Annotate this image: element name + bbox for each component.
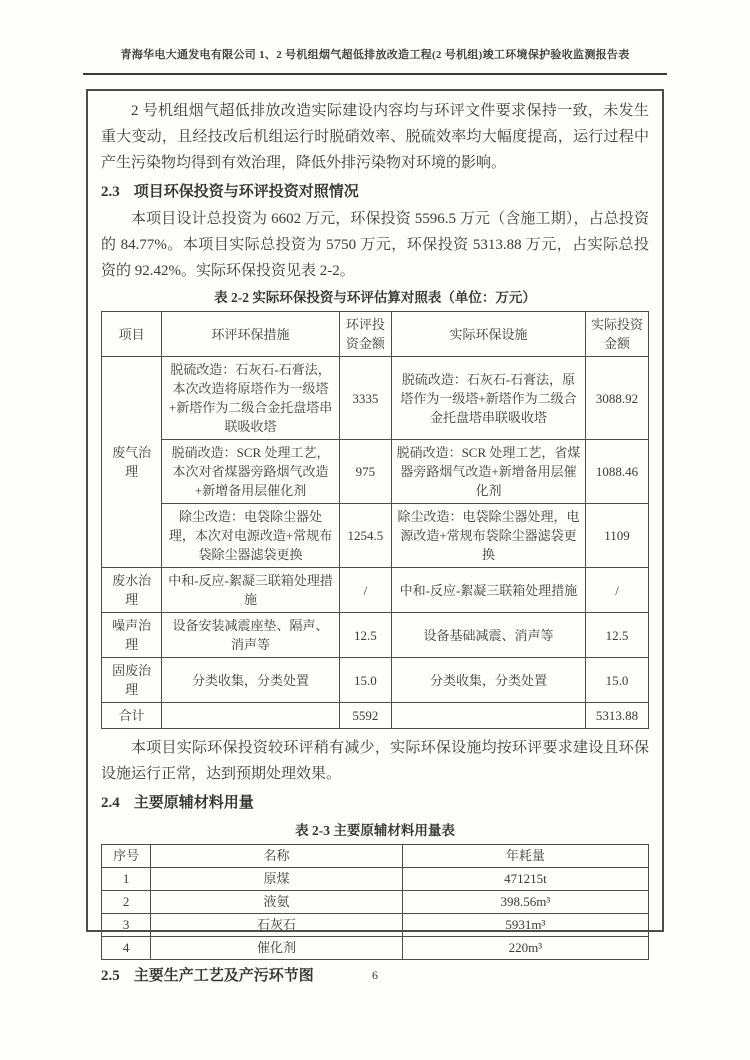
table-cell: 液氨 xyxy=(151,891,403,914)
table-row xyxy=(102,891,649,914)
table-cell: 除尘改造：电袋除尘器处理，电源改造+常规布袋除尘器滤袋更换 xyxy=(391,504,585,568)
cell-total-label: 合计 xyxy=(102,703,162,729)
table-cell: / xyxy=(339,568,391,613)
paragraph-conclusion-unit2: 2 号机组烟气超低排放改造实际建设内容均与环评文件要求保持一致，未发生重大变动，且经技改后机组运行时脱硝效率、脱硫效率均大幅度提高，运行过程中产生污染物均得到有效治理，降低外排污染物对环境的影响。 xyxy=(101,103,649,171)
section-title: 主要生产工艺及产污环节图 xyxy=(133,968,314,984)
cell-item: 废水治理 xyxy=(102,568,162,613)
table-cell: 398.56m³ xyxy=(402,891,648,914)
cell-group-waste-gas: 废气治理 xyxy=(102,357,162,568)
header-cell-eia-amount: 环评投资金额 xyxy=(339,312,391,357)
table-cell: 5931m³ xyxy=(402,914,648,937)
paragraph-investment-conclusion: 本项目实际环保投资较环评稍有减少，实际环保设施均按环评要求建设且环保设施运行正常，达到预期处理效果。 xyxy=(101,740,649,782)
header-cell-actual-facility: 实际环保设施 xyxy=(391,312,585,357)
header-cell-name: 名称 xyxy=(151,845,403,868)
header-cell-eia-measure: 环评环保措施 xyxy=(162,312,340,357)
cell-item: 固废治理 xyxy=(102,658,162,703)
table-cell: 12.5 xyxy=(586,613,649,658)
cell-total-eia: 5592 xyxy=(339,703,391,729)
table-cell: 设备安装减震座垫、隔声、消声等 xyxy=(162,613,340,658)
table-cell: 3335 xyxy=(339,357,391,440)
table-cell: 设备基础减震、消声等 xyxy=(391,613,585,658)
table-header-row xyxy=(102,312,649,357)
table-cell: 3 xyxy=(102,914,151,937)
table-cell: 脱硫改造：石灰石-石膏法，原塔作为一级塔+新塔作为二级合金托盘塔串联吸收塔 xyxy=(391,357,585,440)
section-number: 2.5 xyxy=(101,968,120,984)
table-cell-empty xyxy=(162,703,340,729)
section-title: 主要原辅材料用量 xyxy=(133,795,254,811)
table-cell: 分类收集，分类处置 xyxy=(391,658,585,703)
table-row xyxy=(102,357,649,440)
table-cell: 2 xyxy=(102,891,151,914)
table-cell: 1 xyxy=(102,868,151,891)
table-header-row xyxy=(102,845,649,868)
table-total-row xyxy=(102,703,649,729)
table-2-2-title: 表 2-2 实际环保投资与环评估算对照表（单位：万元） xyxy=(214,290,536,305)
table-cell: 中和-反应-絮凝三联箱处理措施 xyxy=(162,568,340,613)
table-cell: 1254.5 xyxy=(339,504,391,568)
table-cell-empty xyxy=(391,703,585,729)
header-cell-no: 序号 xyxy=(102,845,151,868)
header-cell-annual: 年耗量 xyxy=(402,845,648,868)
table-cell: 中和-反应-絮凝三联箱处理措施 xyxy=(391,568,585,613)
header-cell-actual-amount: 实际投资金额 xyxy=(586,312,649,357)
table-cell: 除尘改造：电袋除尘器处理，本次对电源改造+常规布袋除尘器滤袋更换 xyxy=(162,504,340,568)
paragraph-investment-summary: 本项目设计总投资为 6602 万元，环保投资 5596.5 万元（含施工期），占总投资的 84.77%。本项目实际总投资为 5750 万元，环保投资 5313.88 万元，占实际总投资的 92.42%。实际环保投资见表 2-2。 xyxy=(101,211,649,279)
table-row xyxy=(102,868,649,891)
table-cell: / xyxy=(586,568,649,613)
table-cell: 471215t xyxy=(402,868,648,891)
table-row xyxy=(102,658,649,703)
table-cell: 12.5 xyxy=(339,613,391,658)
table-cell: 3088.92 xyxy=(586,357,649,440)
section-title: 项目环保投资与环评投资对照情况 xyxy=(133,184,359,200)
table-cell: 脱硝改造：SCR 处理工艺，省煤器旁路烟气改造+新增备用层催化剂 xyxy=(391,440,585,504)
table-2-3-raw-materials xyxy=(101,844,649,960)
table-row xyxy=(102,440,649,504)
table-cell: 分类收集，分类处置 xyxy=(162,658,340,703)
running-header-title: 青海华电大通发电有限公司 1、2 号机组烟气超低排放改造工程(2 号机组)竣工环境保护验收监测报告表 xyxy=(120,49,630,61)
cell-item: 噪声治理 xyxy=(102,613,162,658)
table-cell: 石灰石 xyxy=(151,914,403,937)
table-row xyxy=(102,613,649,658)
table-cell: 15.0 xyxy=(339,658,391,703)
table-cell: 975 xyxy=(339,440,391,504)
table-cell: 220m³ xyxy=(402,937,648,960)
table-row xyxy=(102,937,649,960)
table-cell: 1088.46 xyxy=(586,440,649,504)
table-row xyxy=(102,914,649,937)
cell-total-actual: 5313.88 xyxy=(586,703,649,729)
table-cell: 催化剂 xyxy=(151,937,403,960)
report-form-box xyxy=(86,89,664,984)
table-2-2-investment-comparison xyxy=(101,311,649,729)
table-cell: 脱硫改造：石灰石-石膏法，本次改造将原塔作为一级塔+新塔作为二级合金托盘塔串联吸收塔 xyxy=(162,357,340,440)
page-number: 6 xyxy=(372,968,378,982)
table-cell: 15.0 xyxy=(586,658,649,703)
table-row xyxy=(102,504,649,568)
header-cell-item: 项目 xyxy=(102,312,162,357)
section-heading-2-3 xyxy=(101,178,649,206)
table-cell: 4 xyxy=(102,937,151,960)
header-rule-divider xyxy=(83,73,667,75)
section-number: 2.3 xyxy=(101,184,120,200)
table-cell: 1109 xyxy=(586,504,649,568)
table-row xyxy=(102,568,649,613)
table-cell: 脱硝改造：SCR 处理工艺，本次对省煤器旁路烟气改造+新增备用层催化剂 xyxy=(162,440,340,504)
section-heading-2-4 xyxy=(101,789,649,817)
table-2-3-title: 表 2-3 主要原辅材料用量表 xyxy=(295,823,455,838)
table-cell: 原煤 xyxy=(151,868,403,891)
section-number: 2.4 xyxy=(101,795,120,811)
